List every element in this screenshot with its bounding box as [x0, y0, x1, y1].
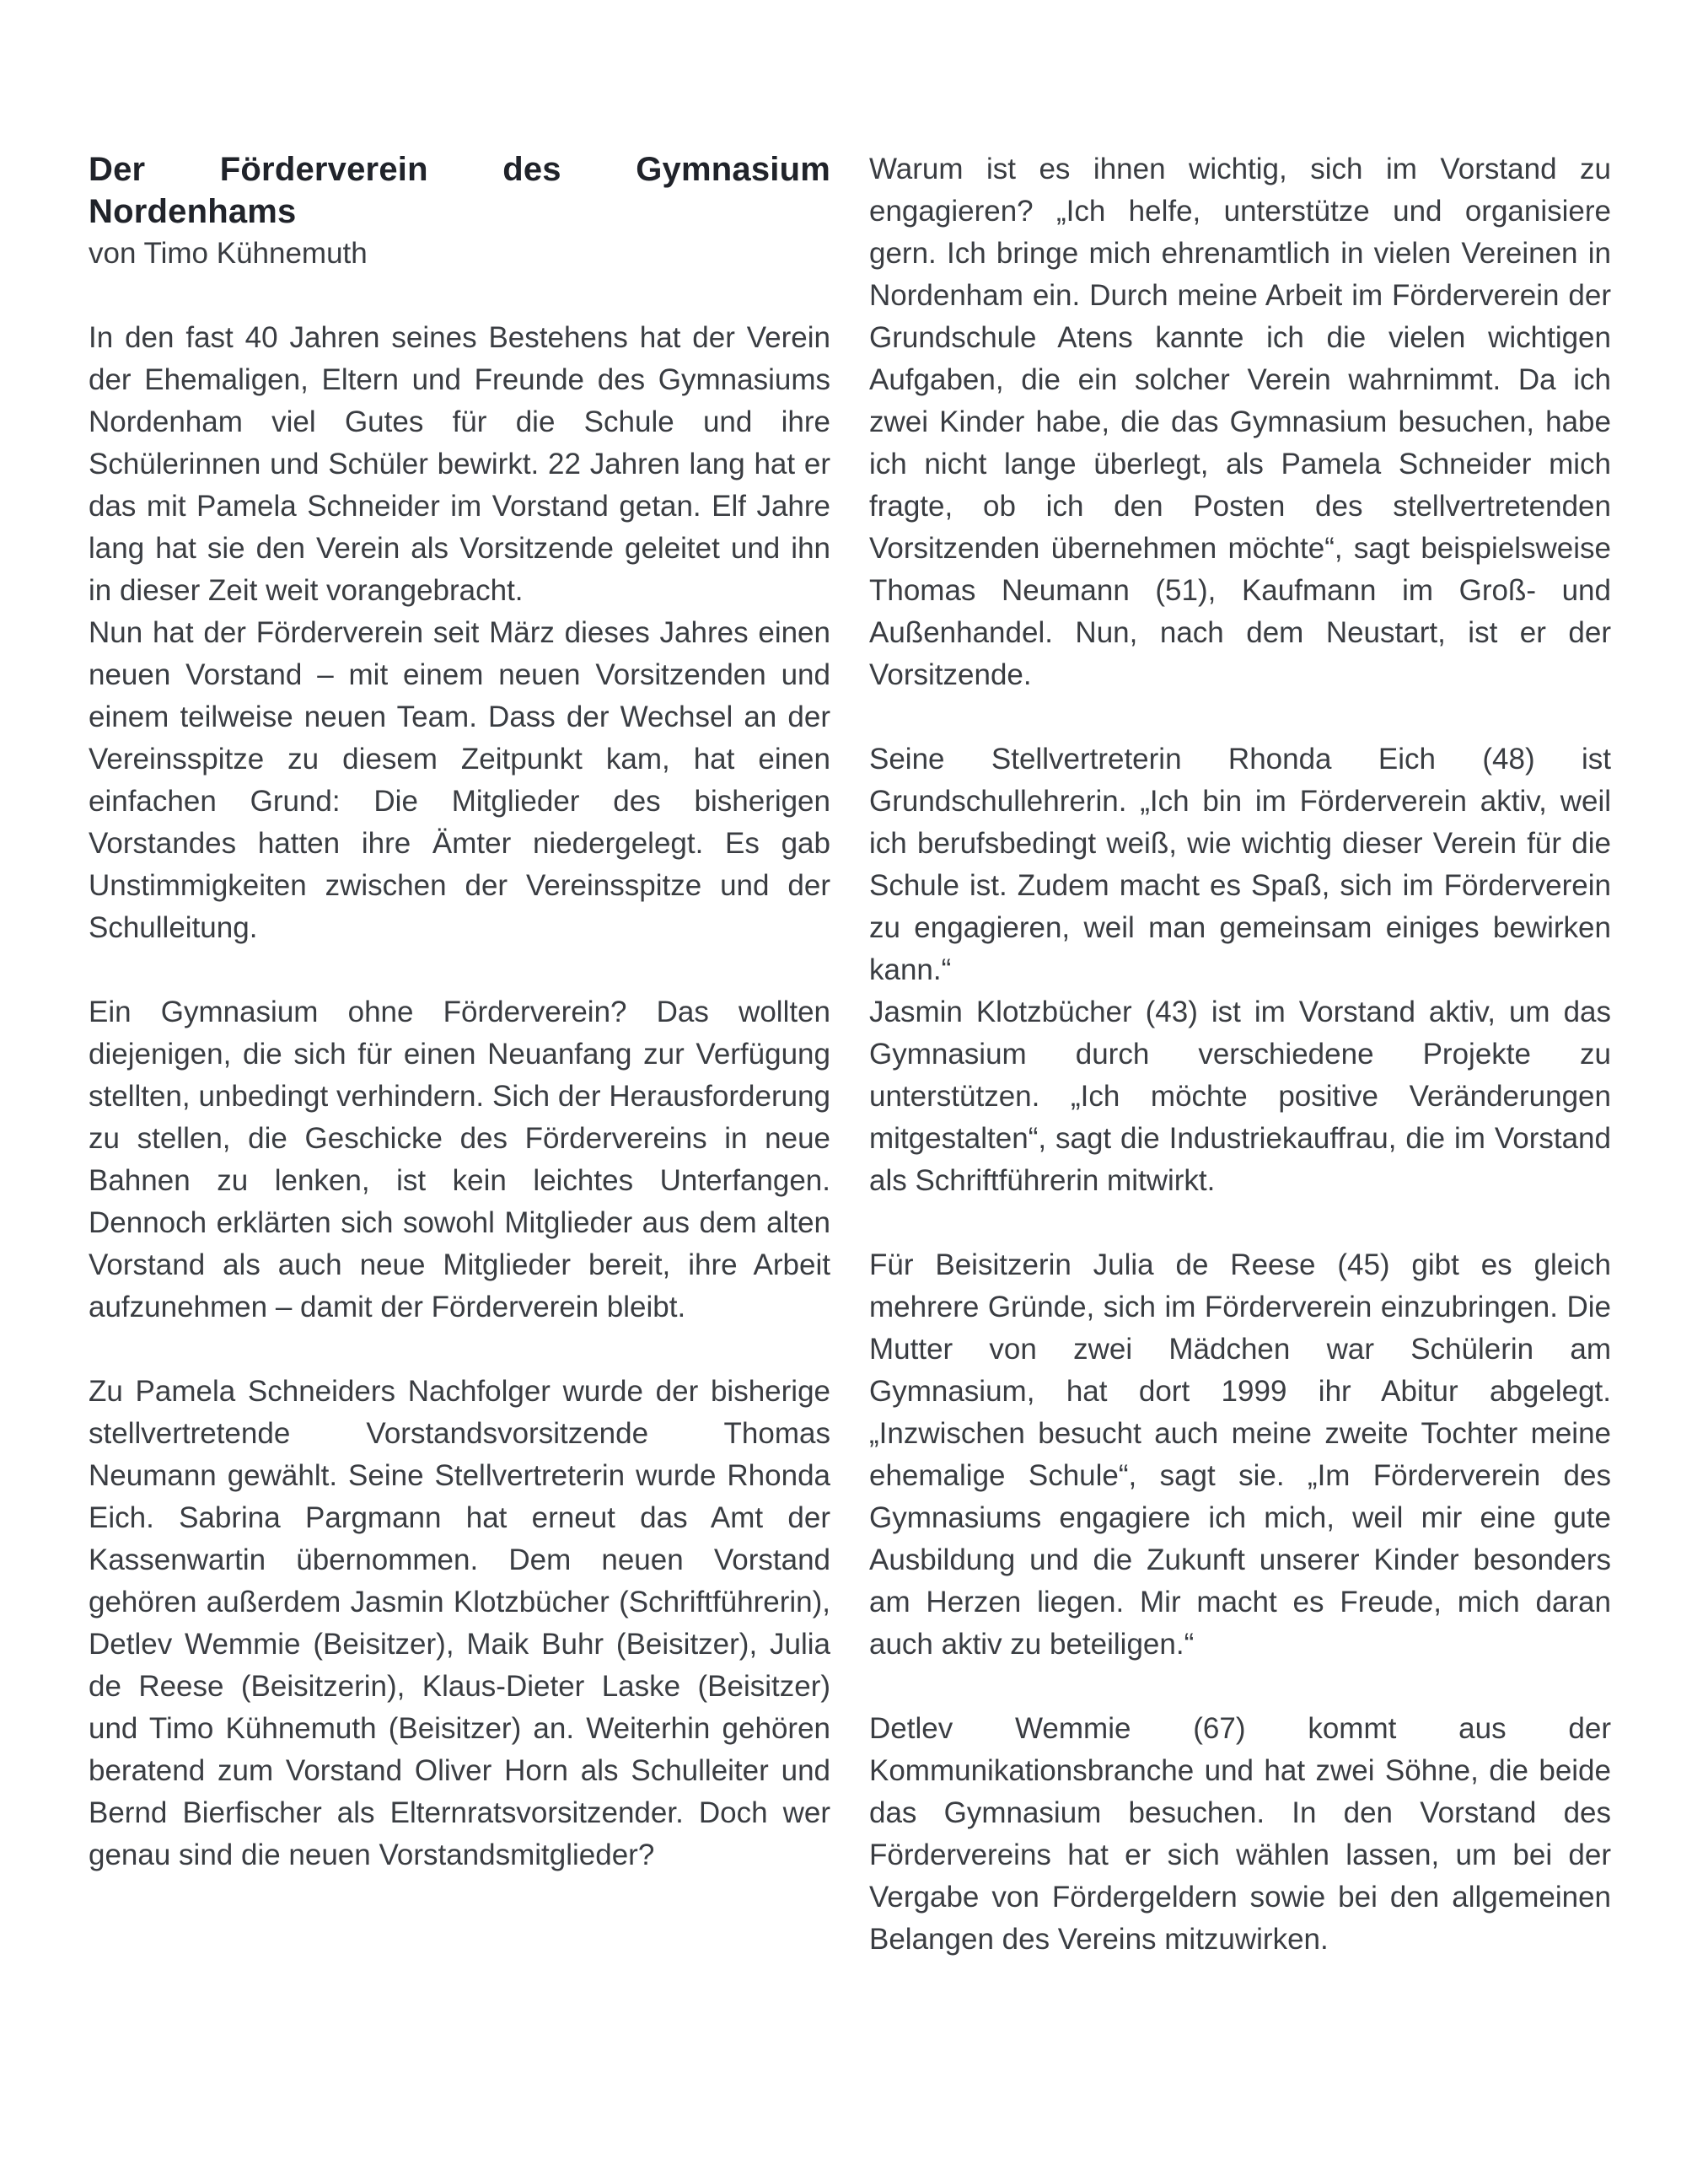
paragraph: Für Beisitzerin Julia de Reese (45) gibt es gleich mehrere Gründe, sich im Förderverein einzubringen. Die Mutter von zwei Mädchen war Schülerin am Gymnasium, hat dort 1999 ihr Abitur abgelegt. „Inzwischen besucht auch meine zweite Tochter meine ehemalige Schule“, sagt sie. „Im Förderverein des Gymnasiums engagiere ich mich, weil mir eine gute Ausbildung und die Zukunft unserer Kinder besonders am Herzen liegen. Mir macht es Freude, mich daran auch aktiv zu beteiligen.“	[869, 1248, 1611, 1661]
article-content	[89, 148, 1611, 1961]
paragraph: Detlev Wemmie (67) kommt aus der Kommunikationsbranche und hat zwei Söhne, die beide das Gymnasium besuchen. In den Vorstand des Fördervereins hat er sich wählen lassen, um bei der Vergabe von Fördergeldern sowie bei den allgemeinen Belangen des Vereins mitzuwirken.	[869, 1712, 1611, 1956]
paragraph: Jasmin Klotzbücher (43) ist im Vorstand aktiv, um das Gymnasium durch verschiedene Projekte zu unterstützen. „Ich möchte positive Veränderungen mitgestalten“, sagt die Industriekauffrau, die im Vorstand als Schriftführerin mitwirkt.	[869, 996, 1611, 1197]
paragraph-block	[89, 317, 830, 949]
paragraph-block	[869, 738, 1611, 1202]
paragraph-block	[89, 991, 830, 1329]
paragraph: In den fast 40 Jahren seines Bestehens hat der Verein der Ehemaligen, Eltern und Freunde des Gymnasiums Nordenham viel Gutes für die Schule und ihre Schülerinnen und Schüler bewirkt. 22 Jahren lang hat er das mit Pamela Schneider im Vorstand getan. Elf Jahre lang hat sie den Verein als Vorsitzende geleitet und ihn in dieser Zeit weit vorangebracht.	[89, 321, 830, 607]
article-byline: von Timo Kühnemuth	[89, 237, 368, 270]
right-column	[869, 148, 1611, 1961]
paragraph: Ein Gymnasium ohne Förderverein? Das wollten diejenigen, die sich für einen Neuanfang zur Verfügung stellten, unbedingt verhindern. Sich der Herausforderung zu stellen, die Geschicke des Fördervereins in neue Bahnen zu lenken, ist kein leichtes Unterfangen. Dennoch erklärten sich sowohl Mitglieder aus dem alten Vorstand als auch neue Mitglieder bereit, ihre Arbeit aufzunehmen – damit der Förderverein bleibt.	[89, 996, 830, 1323]
paragraph-block	[89, 1371, 830, 1876]
paragraph: Nun hat der Förderverein seit März dieses Jahres einen neuen Vorstand – mit einem neuen Vorsitzenden und einem teilweise neuen Team. Dass der Wechsel an der Vereinsspitze zu diesem Zeitpunkt kam, hat einen einfachen Grund: Die Mitglieder des bisherigen Vorstandes hatten ihre Ämter niedergelegt. Es gab Unstimmigkeiten zwischen der Vereinsspitze und der Schulleitung.	[89, 616, 830, 944]
paragraph-block	[869, 1244, 1611, 1666]
paragraph: Zu Pamela Schneiders Nachfolger wurde der bisherige stellvertretende Vorstandsvorsitzende Thomas Neumann gewählt. Seine Stellvertreterin wurde Rhonda Eich. Sabrina Pargmann hat erneut das Amt der Kassenwartin übernommen. Dem neuen Vorstand gehören außerdem Jasmin Klotzbücher (Schriftführerin), Detlev Wemmie (Beisitzer), Maik Buhr (Beisitzer), Julia de Reese (Beisitzerin), Klaus-Dieter Laske (Beisitzer) und Timo Kühnemuth (Beisitzer) an. Weiterhin gehören beratend zum Vorstand Oliver Horn als Schulleiter und Bernd Bierfischer als Elternratsvorsitzender. Doch wer genau sind die neuen Vorstandsmitglieder?	[89, 1375, 830, 1871]
paragraph-block	[869, 148, 1611, 696]
left-column	[89, 148, 830, 1961]
paragraph-block	[869, 1708, 1611, 1961]
paragraph: Seine Stellvertreterin Rhonda Eich (48) ist Grundschullehrerin. „Ich bin im Förderverein aktiv, weil ich berufsbedingt weiß, wie wichtig dieser Verein für die Schule ist. Zudem macht es Spaß, sich im Förderverein zu engagieren, weil man gemeinsam einiges bewirken kann.“	[869, 743, 1611, 986]
paragraph: Warum ist es ihnen wichtig, sich im Vorstand zu engagieren? „Ich helfe, unterstütze und organisiere gern. Ich bringe mich ehrenamtlich in vielen Vereinen in Nordenham ein. Durch meine Arbeit im Förderverein der Grundschule Atens kannte ich die vielen wichtigen Aufgaben, die ein solcher Verein wahrnimmt. Da ich zwei Kinder habe, die das Gymnasium besuchen, habe ich nicht lange überlegt, als Pamela Schneider mich fragte, ob ich den Posten des stellvertretenden Vorsitzenden übernehmen möchte“, sagt beispielsweise Thomas Neumann (51), Kaufmann im Groß- und Außenhandel. Nun, nach dem Neustart, ist er der Vorsitzende.	[869, 153, 1611, 691]
article-title: Der Förderverein des Gymnasium Nordenhams	[89, 151, 830, 230]
